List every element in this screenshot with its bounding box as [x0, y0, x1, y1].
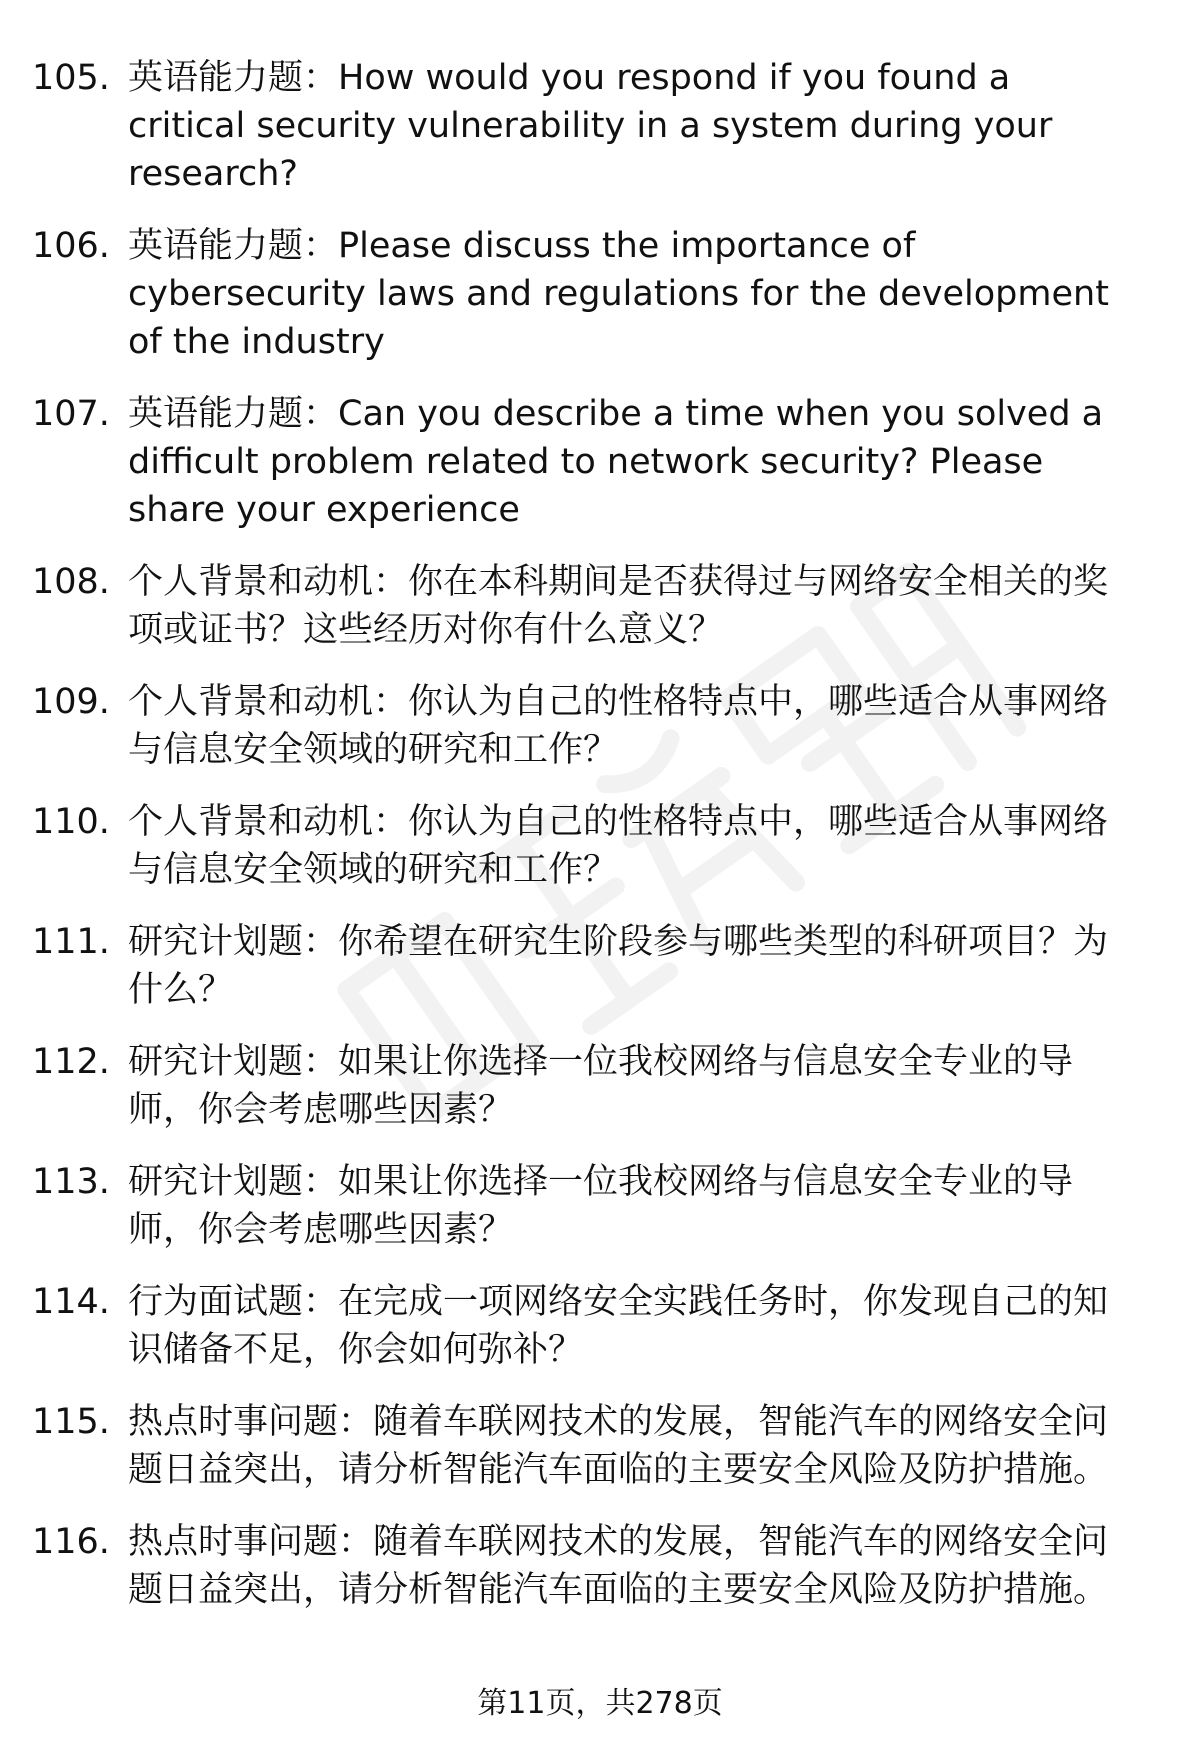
question-text: 研究计划题：如果让你选择一位我校网络与信息安全专业的导师，你会考虑哪些因素？	[128, 1042, 1074, 1130]
question-number: 115.	[32, 1402, 110, 1442]
question-list	[0, 54, 1200, 1638]
question-item	[0, 1518, 1200, 1614]
question-number: 116.	[32, 1522, 110, 1562]
question-number: 114.	[32, 1282, 110, 1322]
question-number: 113.	[32, 1162, 110, 1202]
question-item	[0, 1278, 1200, 1374]
question-item	[0, 798, 1200, 894]
question-text: 热点时事问题：随着车联网技术的发展，智能汽车的网络安全问题日益突出，请分析智能汽车面临的主要安全风险及防护措施。	[128, 1522, 1109, 1610]
question-text: 英语能力题：Can you describe a time when you solved a difficult problem related to network security? Please share your experience	[128, 394, 1104, 530]
question-number: 109.	[32, 682, 110, 722]
question-item	[0, 558, 1200, 654]
question-number: 108.	[32, 562, 110, 602]
question-number: 110.	[32, 802, 110, 842]
question-text: 研究计划题：你希望在研究生阶段参与哪些类型的科研项目？为什么？	[128, 922, 1109, 1010]
question-item	[0, 1158, 1200, 1254]
question-item	[0, 54, 1200, 198]
question-text: 热点时事问题：随着车联网技术的发展，智能汽车的网络安全问题日益突出，请分析智能汽车面临的主要安全风险及防护措施。	[128, 1402, 1109, 1490]
question-text: 英语能力题：Please discuss the importance of cybersecurity laws and regulations for the development of the industry	[128, 226, 1109, 362]
question-number: 107.	[32, 394, 110, 434]
question-item	[0, 1398, 1200, 1494]
question-number: 106.	[32, 226, 110, 266]
question-text: 行为面试题：在完成一项网络安全实践任务时，你发现自己的知识储备不足，你会如何弥补？	[128, 1282, 1109, 1370]
page-footer	[0, 1684, 1200, 1724]
question-text: 研究计划题：如果让你选择一位我校网络与信息安全专业的导师，你会考虑哪些因素？	[128, 1162, 1074, 1250]
question-number: 105.	[32, 58, 110, 98]
question-item	[0, 1038, 1200, 1134]
question-text: 个人背景和动机：你在本科期间是否获得过与网络安全相关的奖项或证书？这些经历对你有什么意义？	[128, 562, 1109, 650]
page-number-label: 第11页，共278页	[477, 1686, 723, 1721]
question-text: 个人背景和动机：你认为自己的性格特点中，哪些适合从事网络与信息安全领域的研究和工作？	[128, 802, 1109, 890]
question-item	[0, 222, 1200, 366]
question-item	[0, 918, 1200, 1014]
question-number: 112.	[32, 1042, 110, 1082]
question-text: 英语能力题：How would you respond if you found a critical security vulnerability in a system during your research?	[128, 58, 1053, 194]
question-item	[0, 390, 1200, 534]
question-item	[0, 678, 1200, 774]
question-number: 111.	[32, 922, 110, 962]
question-text: 个人背景和动机：你认为自己的性格特点中，哪些适合从事网络与信息安全领域的研究和工作？	[128, 682, 1109, 770]
